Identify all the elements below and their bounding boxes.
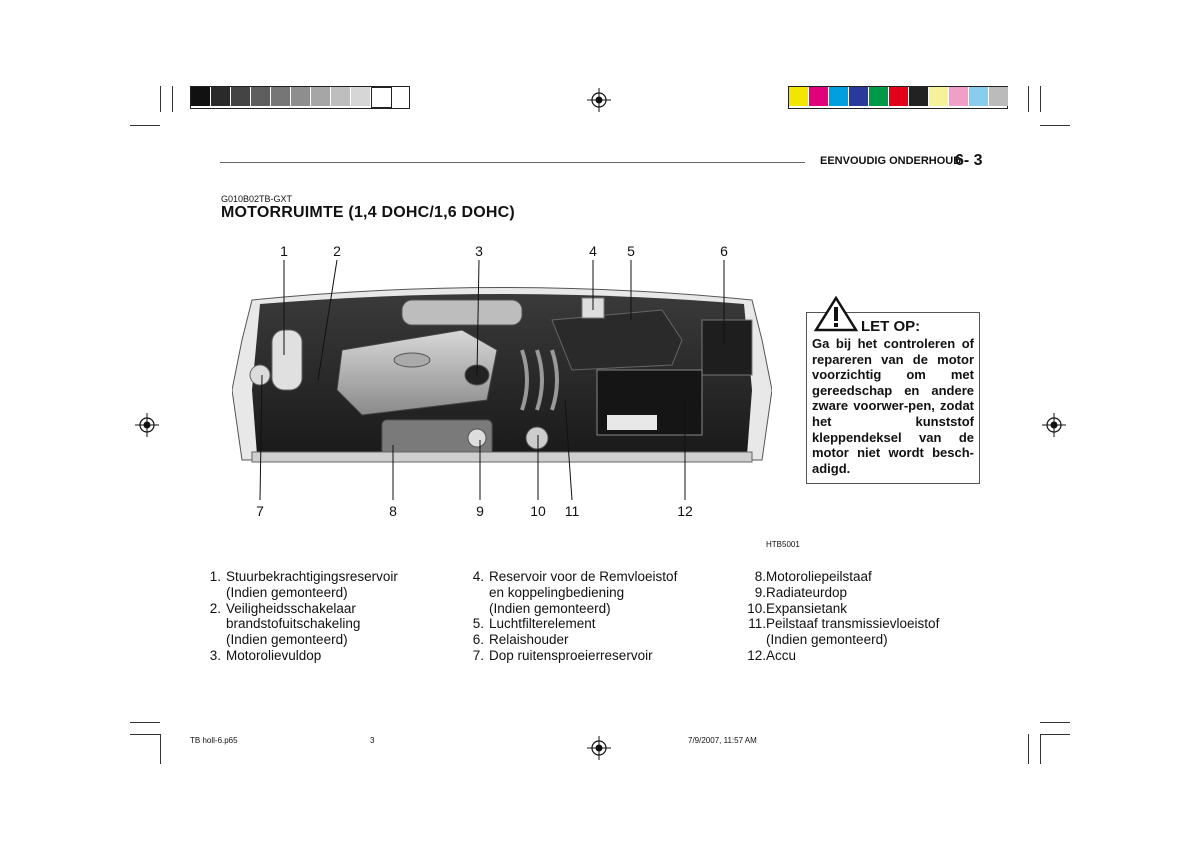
legend-item-number: 11. xyxy=(748,616,766,632)
callout-number: 8 xyxy=(389,503,397,519)
footer-datetime: 7/9/2007, 11:57 AM xyxy=(688,736,757,745)
legend-item-number: 9. xyxy=(754,584,766,600)
warning-text: Ga bij het controleren of repareren van de motor voorzichtig om met gereedschap en andere zware voorwer-pen, zodat het kunststof kleppendeksel van de motor niet wordt besch-adigd. xyxy=(812,336,974,476)
callout-number: 5 xyxy=(627,243,635,259)
warning-title: LET OP: xyxy=(861,318,921,335)
footer-page: 3 xyxy=(370,736,375,745)
legend-item-text: Motorolievuldop xyxy=(226,647,322,663)
legend-item xyxy=(202,648,442,664)
legend-item-number: 2. xyxy=(209,600,221,616)
legend-item-text: Expansietank xyxy=(766,600,848,616)
legend-item-text: Radiateurdop xyxy=(766,584,848,600)
legend-item-number: 7. xyxy=(472,647,484,663)
legend-column-2 xyxy=(465,569,715,664)
legend-item-text: Stuurbekrachtigingsreservoir (Indien gemonteerd) xyxy=(226,569,398,600)
legend-item xyxy=(465,632,715,648)
warning-triangle-icon xyxy=(814,296,858,332)
legend-item xyxy=(733,569,963,585)
callout-number: 10 xyxy=(530,503,546,519)
legend-item-number: 10. xyxy=(747,600,766,616)
callout-number: 3 xyxy=(475,243,483,259)
callout-number: 9 xyxy=(476,503,484,519)
legend-item-text: Motoroliepeilstaaf xyxy=(766,569,872,584)
legend-item xyxy=(465,569,715,616)
footer-file: TB holl-6.p65 xyxy=(190,736,238,745)
legend-item-text: Peilstaaf transmissievloeistof (Indien gemonteerd) xyxy=(766,616,940,648)
callout-number: 4 xyxy=(589,243,597,259)
legend-item-text: Luchtfilterelement xyxy=(489,616,596,632)
legend-item xyxy=(733,601,963,617)
legend-item-text: Accu xyxy=(766,647,797,663)
callout-number: 2 xyxy=(333,243,341,259)
callout-number: 12 xyxy=(677,503,693,519)
content-code: G010B02TB-GXT xyxy=(221,194,293,204)
callout-number: 7 xyxy=(256,503,264,519)
legend-item-number: 3. xyxy=(209,647,221,663)
legend-item xyxy=(733,648,963,664)
legend-item-number: 12. xyxy=(747,647,766,663)
section-title: EENVOUDIG ONDERHOUD xyxy=(820,155,962,167)
legend-item-text: Reservoir voor de Remvloeistof en koppelingbediening (Indien gemonteerd) xyxy=(489,569,678,616)
figure-code: HTB5001 xyxy=(766,540,800,549)
page-title: MOTORRUIMTE (1,4 DOHC/1,6 DOHC) xyxy=(221,204,515,221)
callout-number: 1 xyxy=(280,243,288,259)
legend-item-text: Dop ruitensproeierreservoir xyxy=(489,647,653,663)
legend-item-text: Veiligheidsschakelaar brandstofuitschakeling (Indien gemonteerd) xyxy=(226,600,361,648)
legend-item xyxy=(202,601,442,648)
legend-item-number: 6. xyxy=(472,632,484,648)
legend-item xyxy=(733,585,963,601)
legend-item-number: 5. xyxy=(472,616,484,632)
legend-item xyxy=(465,648,715,664)
page-number: 6- 3 xyxy=(955,152,983,169)
legend-column-1 xyxy=(202,569,442,664)
legend-item xyxy=(465,616,715,632)
callout-number: 6 xyxy=(720,243,728,259)
legend-item-number: 1. xyxy=(209,569,221,584)
callout-number: 11 xyxy=(564,503,580,519)
legend-item-text: Relaishouder xyxy=(489,632,569,648)
legend-item-number: 4. xyxy=(472,569,484,584)
legend-item xyxy=(733,616,963,648)
legend-item xyxy=(202,569,442,601)
legend-item-number: 8. xyxy=(754,569,766,584)
legend-column-3 xyxy=(733,569,963,664)
